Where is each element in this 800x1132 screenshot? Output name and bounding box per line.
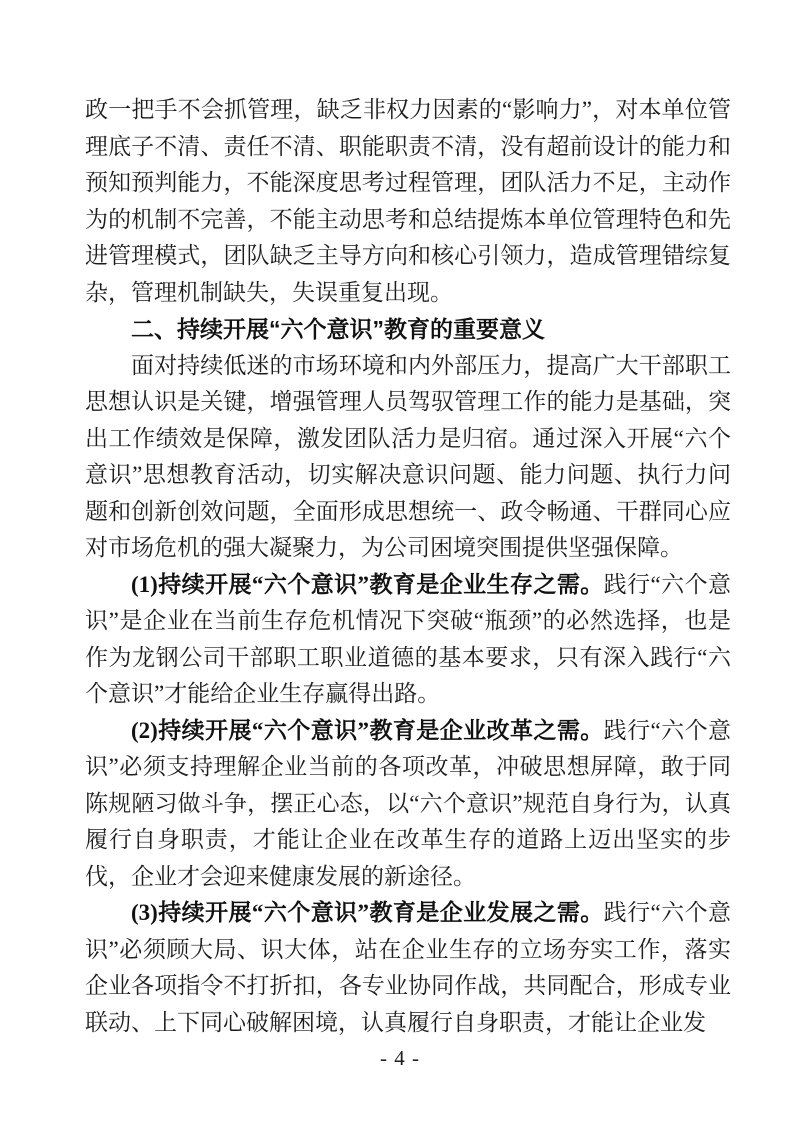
document-body bbox=[85, 92, 731, 1041]
paragraph-point-1 bbox=[85, 567, 731, 713]
point-3-text: 践行“六个意识”必须顾大局、识大体，站在企业生存的立场夯实工作，落实企业各项指令不打折扣，各专业协同作战，共同配合，形成专业联动、上下同心破解困境，认真履行自身职责，才能让企业发 bbox=[85, 900, 731, 1035]
point-1-lead: (1)持续开展“六个意识”教育是企业生存之需。 bbox=[131, 571, 604, 597]
paragraph-point-2 bbox=[85, 713, 731, 896]
section-heading: 二、持续开展“六个意识”教育的重要意义 bbox=[131, 316, 545, 342]
point-3-lead: (3)持续开展“六个意识”教育是企业发展之需。 bbox=[131, 900, 604, 925]
paragraph-point-3 bbox=[85, 895, 731, 1041]
point-2-text: 践行“六个意识”必须支持理解企业当前的各项改革，冲破思想屏障，敢于同陈规陋习做斗争，摆正心态，以“六个意识”规范自身行为，认真履行自身职责，才能让企业在改革生存的道路上迈出坚实的步伐，企业才会迎来健康发展的新途径。 bbox=[85, 717, 731, 889]
point-1-text: 践行“六个意识”是企业在当前生存危机情况下突破“瓶颈”的必然选择，也是作为龙钢公司干部职工职业道德的基本要求，只有深入践行“六个意识”才能给企业生存赢得出路。 bbox=[85, 571, 731, 706]
page-footer bbox=[0, 1046, 800, 1071]
paragraph-continuation: 政一把手不会抓管理，缺乏非权力因素的“影响力”，对本单位管理底子不清、责任不清、职能职责不清，没有超前设计的能力和预知预判能力，不能深度思考过程管理，团队活力不足，主动作为的机制不完善，不能主动思考和总结提炼本单位管理特色和先进管理模式，团队缺乏主导方向和核心引领力，造成管理错综复杂，管理机制缺失，失误重复出现。 bbox=[85, 97, 731, 305]
page-number: - 4 - bbox=[380, 1046, 420, 1070]
point-2-lead: (2)持续开展“六个意识”教育是企业改革之需。 bbox=[131, 717, 604, 743]
paragraph-intro: 面对持续低迷的市场环境和内外部压力，提高广大干部职工思想认识是关键，增强管理人员驾驭管理工作的能力是基础，突出工作绩效是保障，激发团队活力是归宿。通过深入开展“六个意识”思想教育活动，切实解决意识问题、能力问题、执行力问题和创新创效问题，全面形成思想统一、政令畅通、干群同心应对市场危机的强大凝聚力，为公司困境突围提供坚强保障。 bbox=[85, 352, 731, 560]
